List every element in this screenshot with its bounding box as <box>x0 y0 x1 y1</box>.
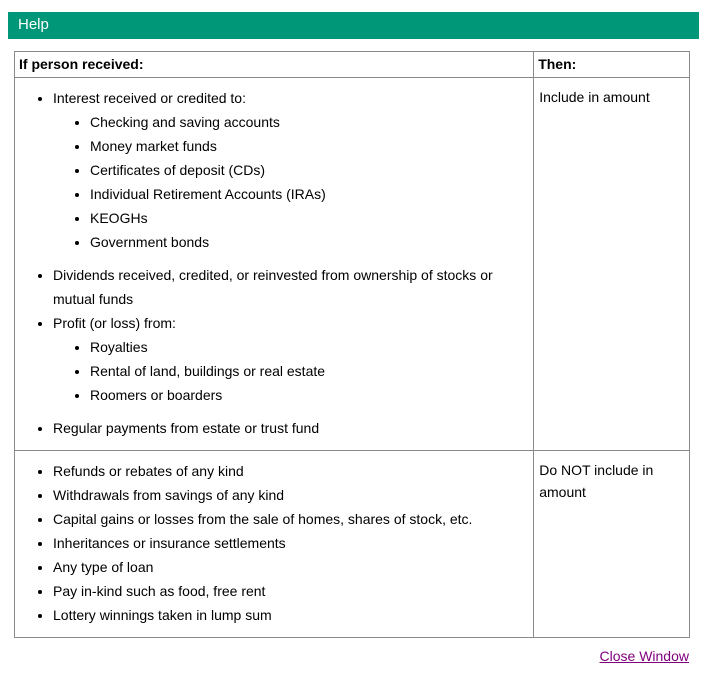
footer <box>8 648 689 664</box>
then-header: Then: <box>534 52 690 78</box>
list-item: • Profit (or loss) from: • Royalties • Rental of land, buildings or real estate • Roomers or boarders <box>53 311 527 407</box>
sub-list-item: • Royalties <box>90 335 527 359</box>
sub-list-item: • Certificates of deposit (CDs) <box>90 158 527 182</box>
sub-list-item: • Checking and saving accounts <box>90 110 527 134</box>
list-item: • Any type of loan <box>53 555 527 579</box>
list-item: • Interest received or credited to: • Checking and saving accounts • Money market funds • Certificates of deposit (CDs) • Individual Retirement Accounts (IRAs) • KEOGHs • Government bonds <box>53 86 527 254</box>
list-item: • Capital gains or losses from the sale of homes, shares of stock, etc. <box>53 507 527 531</box>
help-table-body <box>15 78 690 638</box>
then-cell: Include in amount <box>534 78 690 451</box>
list-item: • Dividends received, credited, or reinvested from ownership of stocks or mutual funds <box>53 263 527 311</box>
bullet-list <box>17 459 527 627</box>
if-received-header: If person received: <box>15 52 534 78</box>
sub-bullet-list <box>53 335 527 407</box>
sub-list-item: • Money market funds <box>90 134 527 158</box>
help-table <box>14 51 690 638</box>
sub-list-item: • Roomers or boarders <box>90 383 527 407</box>
list-item: • Lottery winnings taken in lump sum <box>53 603 527 627</box>
page-title: Help <box>18 16 49 33</box>
table-row <box>15 451 690 638</box>
table-header-row <box>15 52 690 78</box>
list-item: • Regular payments from estate or trust fund <box>53 416 527 440</box>
sub-list-item: • Government bonds <box>90 230 527 254</box>
bullet-list <box>17 86 527 440</box>
if-received-cell <box>15 451 534 638</box>
list-item: • Withdrawals from savings of any kind <box>53 483 527 507</box>
sub-list-item: • Individual Retirement Accounts (IRAs) <box>90 182 527 206</box>
sub-list-item: • Rental of land, buildings or real estate <box>90 359 527 383</box>
list-item: • Pay in-kind such as food, free rent <box>53 579 527 603</box>
sub-list-item: • KEOGHs <box>90 206 527 230</box>
list-item: • Inheritances or insurance settlements <box>53 531 527 555</box>
help-table-container <box>14 51 693 638</box>
if-received-cell <box>15 78 534 451</box>
close-window-link[interactable]: Close Window <box>599 648 689 664</box>
then-cell: Do NOT include in amount <box>534 451 690 638</box>
help-title-bar <box>8 12 699 39</box>
list-item: • Refunds or rebates of any kind <box>53 459 527 483</box>
table-row <box>15 78 690 451</box>
sub-bullet-list <box>53 110 527 254</box>
